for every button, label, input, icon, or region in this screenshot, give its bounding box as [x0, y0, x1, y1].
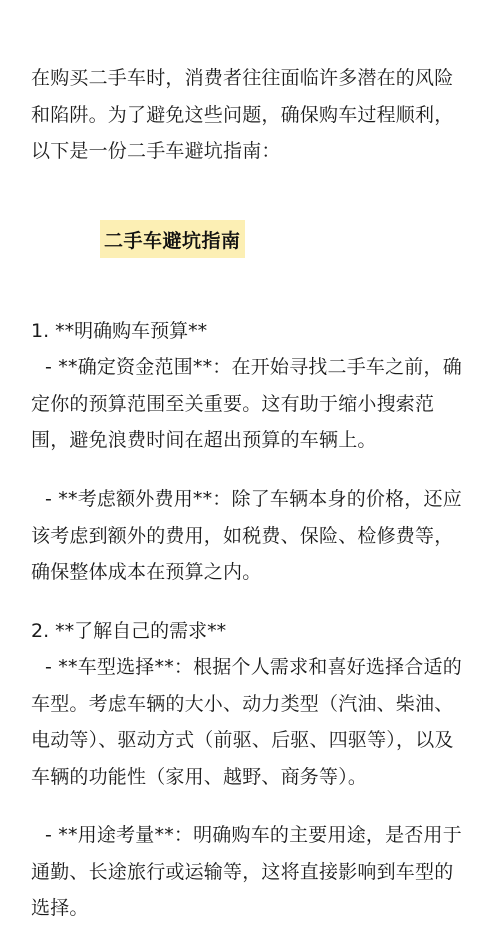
intro-paragraph: 在购买二手车时，消费者往往面临许多潜在的风险和陷阱。为了避免这些问题，确保购车过程顺利，以下是一份二手车避坑指南：: [31, 67, 454, 162]
section-1-bullet-2: - **考虑额外费用**：除了车辆本身的价格，还应该考虑到额外的费用，如税费、保险、检修费等，确保整体成本在预算之内。: [31, 488, 462, 583]
title-highlight: [100, 220, 245, 258]
section-2-bullet-1: - **车型选择**：根据个人需求和喜好选择合适的车型。考虑车辆的大小、动力类型（汽油、柴油、电动等）、驱动方式（前驱、后驱、四驱等），以及车辆的功能性（家用、越野、商务等）。: [31, 656, 462, 788]
section-1-heading: 1. **明确购车预算**: [31, 320, 208, 342]
section-1-bullet-1: - **确定资金范围**：在开始寻找二手车之前，确定你的预算范围至关重要。这有助于缩小搜索范围，避免浪费时间在超出预算的车辆上。: [31, 356, 462, 451]
section-2-heading: 2. **了解自己的需求**: [31, 620, 227, 642]
document-title: 二手车避坑指南: [104, 229, 241, 252]
section-2-bullet-2: - **用途考量**：明确购车的主要用途，是否用于通勤、长途旅行或运输等，这将直接影响到车型的选择。: [31, 824, 462, 919]
